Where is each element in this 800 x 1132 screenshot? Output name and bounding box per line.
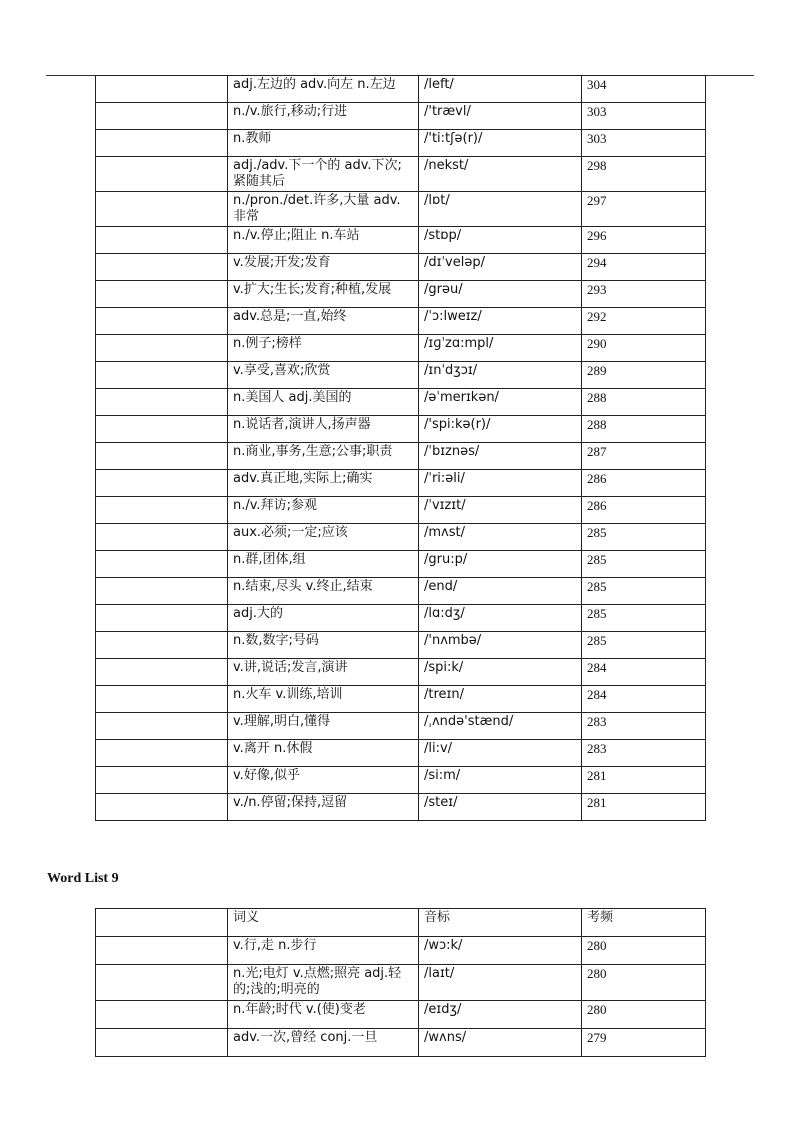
meaning-cell: n.教师 [228, 130, 419, 157]
frequency-cell: 281 [582, 767, 706, 794]
word-cell [96, 192, 228, 227]
meaning-cell: n.光;电灯 v.点燃;照亮 adj.轻的;浅的;明亮的 [228, 965, 419, 1001]
phonetic-cell: /laɪt/ [419, 965, 582, 1001]
frequency-cell: 298 [582, 157, 706, 192]
table-row [96, 443, 706, 470]
section-title: Word List 9 [47, 871, 119, 886]
meaning-cell: v./n.停留;保持,逗留 [228, 794, 419, 821]
phonetic-cell: /wʌns/ [419, 1029, 582, 1057]
frequency-cell: 292 [582, 308, 706, 335]
frequency-cell: 286 [582, 497, 706, 524]
meaning-cell: n./pron./det.许多,大量 adv.非常 [228, 192, 419, 227]
word-cell [96, 794, 228, 821]
frequency-cell: 294 [582, 254, 706, 281]
word-cell [96, 551, 228, 578]
table-row [96, 103, 706, 130]
word-cell [96, 103, 228, 130]
word-cell [96, 740, 228, 767]
phonetic-cell: /lɑ:dʒ/ [419, 605, 582, 632]
phonetic-cell: /lɒt/ [419, 192, 582, 227]
meaning-cell: v.扩大;生长;发育;种植,发展 [228, 281, 419, 308]
word-cell [96, 632, 228, 659]
meaning-cell: v.享受,喜欢;欣赏 [228, 362, 419, 389]
table-row [96, 389, 706, 416]
meaning-cell: n.美国人 adj.美国的 [228, 389, 419, 416]
table-row [96, 192, 706, 227]
frequency-cell: 283 [582, 713, 706, 740]
word-cell [96, 389, 228, 416]
meaning-cell: adv.总是;一直,始终 [228, 308, 419, 335]
phonetic-cell: /'spi:kə(r)/ [419, 416, 582, 443]
word-cell [96, 130, 228, 157]
table-row [96, 416, 706, 443]
table-row [96, 551, 706, 578]
meaning-cell: n.群,团体,组 [228, 551, 419, 578]
frequency-cell: 289 [582, 362, 706, 389]
table-row [96, 686, 706, 713]
word-cell [96, 416, 228, 443]
frequency-cell: 304 [582, 76, 706, 103]
word-cell [96, 767, 228, 794]
meaning-cell: n.说话者,演讲人,扬声器 [228, 416, 419, 443]
meaning-cell: adj.大的 [228, 605, 419, 632]
word-cell [96, 659, 228, 686]
table-row [96, 659, 706, 686]
table-row [96, 605, 706, 632]
word-cell [96, 578, 228, 605]
word-cell [96, 335, 228, 362]
meaning-cell: v.好像,似乎 [228, 767, 419, 794]
table-row [96, 632, 706, 659]
meaning-cell: adj.左边的 adv.向左 n.左边 [228, 76, 419, 103]
phonetic-cell: /grəu/ [419, 281, 582, 308]
table-row [96, 1029, 706, 1057]
table-row [96, 470, 706, 497]
frequency-cell: 296 [582, 227, 706, 254]
phonetic-cell: /ɪɡˈzɑ:mpl/ [419, 335, 582, 362]
phonetic-cell: /gru:p/ [419, 551, 582, 578]
table-row [96, 335, 706, 362]
frequency-cell: 303 [582, 130, 706, 157]
word-cell [96, 605, 228, 632]
meaning-cell: n./v.旅行,移动;行进 [228, 103, 419, 130]
phonetic-cell: /left/ [419, 76, 582, 103]
phonetic-cell: /ɪnˈdʒɔɪ/ [419, 362, 582, 389]
frequency-cell: 285 [582, 578, 706, 605]
phonetic-cell: /li:v/ [419, 740, 582, 767]
frequency-cell: 284 [582, 686, 706, 713]
header-phonetic: 音标 [419, 909, 582, 937]
phonetic-cell: /'nʌmbə/ [419, 632, 582, 659]
phonetic-cell: /end/ [419, 578, 582, 605]
phonetic-cell: /'ti:tʃə(r)/ [419, 130, 582, 157]
header-frequency: 考频 [582, 909, 706, 937]
meaning-cell: n.商业,事务,生意;公事;职责 [228, 443, 419, 470]
meaning-cell: v.行,走 n.步行 [228, 937, 419, 965]
table-row [96, 227, 706, 254]
table-row [96, 740, 706, 767]
frequency-cell: 280 [582, 1001, 706, 1029]
word-cell [96, 227, 228, 254]
word-cell [96, 281, 228, 308]
table-row [96, 281, 706, 308]
meaning-cell: aux.必须;一定;应该 [228, 524, 419, 551]
word-cell [96, 157, 228, 192]
phonetic-cell: /əˈmerɪkən/ [419, 389, 582, 416]
meaning-cell: v.离开 n.休假 [228, 740, 419, 767]
phonetic-cell: /spi:k/ [419, 659, 582, 686]
phonetic-cell: /stɒp/ [419, 227, 582, 254]
meaning-cell: adv.真正地,实际上;确实 [228, 470, 419, 497]
word-list-9-table [95, 908, 706, 1057]
frequency-cell: 285 [582, 551, 706, 578]
frequency-cell: 290 [582, 335, 706, 362]
table-row [96, 362, 706, 389]
word-cell [96, 1001, 228, 1029]
frequency-cell: 288 [582, 416, 706, 443]
table-row [96, 965, 706, 1001]
frequency-cell: 284 [582, 659, 706, 686]
meaning-cell: v.理解,明白,懂得 [228, 713, 419, 740]
meaning-cell: v.讲,说话;发言,演讲 [228, 659, 419, 686]
meaning-cell: adv.一次,曾经 conj.一旦 [228, 1029, 419, 1057]
header-meaning: 词义 [228, 909, 419, 937]
table-row [96, 254, 706, 281]
table-row [96, 76, 706, 103]
frequency-cell: 303 [582, 103, 706, 130]
meaning-cell: adj./adv.下一个的 adv.下次;紧随其后 [228, 157, 419, 192]
frequency-cell: 288 [582, 389, 706, 416]
phonetic-cell: /ˈvɪzɪt/ [419, 497, 582, 524]
frequency-cell: 293 [582, 281, 706, 308]
table-row [96, 937, 706, 965]
frequency-cell: 285 [582, 605, 706, 632]
phonetic-cell: /ˈɔ:lweɪz/ [419, 308, 582, 335]
phonetic-cell: /ˌʌndə'stænd/ [419, 713, 582, 740]
table-row [96, 713, 706, 740]
phonetic-cell: /mʌst/ [419, 524, 582, 551]
phonetic-cell: /ˈbɪznəs/ [419, 443, 582, 470]
frequency-cell: 280 [582, 965, 706, 1001]
phonetic-cell: /dɪˈveləp/ [419, 254, 582, 281]
frequency-cell: 281 [582, 794, 706, 821]
phonetic-cell: /treɪn/ [419, 686, 582, 713]
word-cell [96, 686, 228, 713]
meaning-cell: n.年龄;时代 v.(使)变老 [228, 1001, 419, 1029]
word-cell [96, 308, 228, 335]
frequency-cell: 285 [582, 632, 706, 659]
frequency-cell: 283 [582, 740, 706, 767]
meaning-cell: n./v.拜访;参观 [228, 497, 419, 524]
table-row [96, 497, 706, 524]
word-cell [96, 470, 228, 497]
frequency-cell: 286 [582, 470, 706, 497]
word-cell [96, 713, 228, 740]
phonetic-cell: /nekst/ [419, 157, 582, 192]
header-empty-cell [96, 909, 228, 937]
word-cell [96, 965, 228, 1001]
word-cell [96, 362, 228, 389]
table-row [96, 130, 706, 157]
meaning-cell: n./v.停止;阻止 n.车站 [228, 227, 419, 254]
table-row [96, 308, 706, 335]
frequency-cell: 279 [582, 1029, 706, 1057]
phonetic-cell: /eɪdʒ/ [419, 1001, 582, 1029]
word-cell [96, 937, 228, 965]
word-cell [96, 497, 228, 524]
table-row [96, 794, 706, 821]
word-cell [96, 1029, 228, 1057]
meaning-cell: n.数,数字;号码 [228, 632, 419, 659]
word-cell [96, 524, 228, 551]
frequency-cell: 285 [582, 524, 706, 551]
table-header-row [96, 909, 706, 937]
word-cell [96, 76, 228, 103]
table-row [96, 1001, 706, 1029]
word-table-continued [95, 75, 706, 821]
meaning-cell: n.火车 v.训练,培训 [228, 686, 419, 713]
phonetic-cell: /wɔ:k/ [419, 937, 582, 965]
word-cell [96, 443, 228, 470]
table-row [96, 767, 706, 794]
table-row [96, 524, 706, 551]
frequency-cell: 297 [582, 192, 706, 227]
phonetic-cell: /si:m/ [419, 767, 582, 794]
frequency-cell: 287 [582, 443, 706, 470]
frequency-cell: 280 [582, 937, 706, 965]
meaning-cell: v.发展;开发;发育 [228, 254, 419, 281]
meaning-cell: n.结束,尽头 v.终止,结束 [228, 578, 419, 605]
word-table-continued-body [96, 76, 706, 821]
table-row [96, 578, 706, 605]
word-list-9-body [96, 937, 706, 1057]
meaning-cell: n.例子;榜样 [228, 335, 419, 362]
phonetic-cell: /ˈri:əli/ [419, 470, 582, 497]
table-row [96, 157, 706, 192]
phonetic-cell: /'trævl/ [419, 103, 582, 130]
phonetic-cell: /steɪ/ [419, 794, 582, 821]
word-cell [96, 254, 228, 281]
